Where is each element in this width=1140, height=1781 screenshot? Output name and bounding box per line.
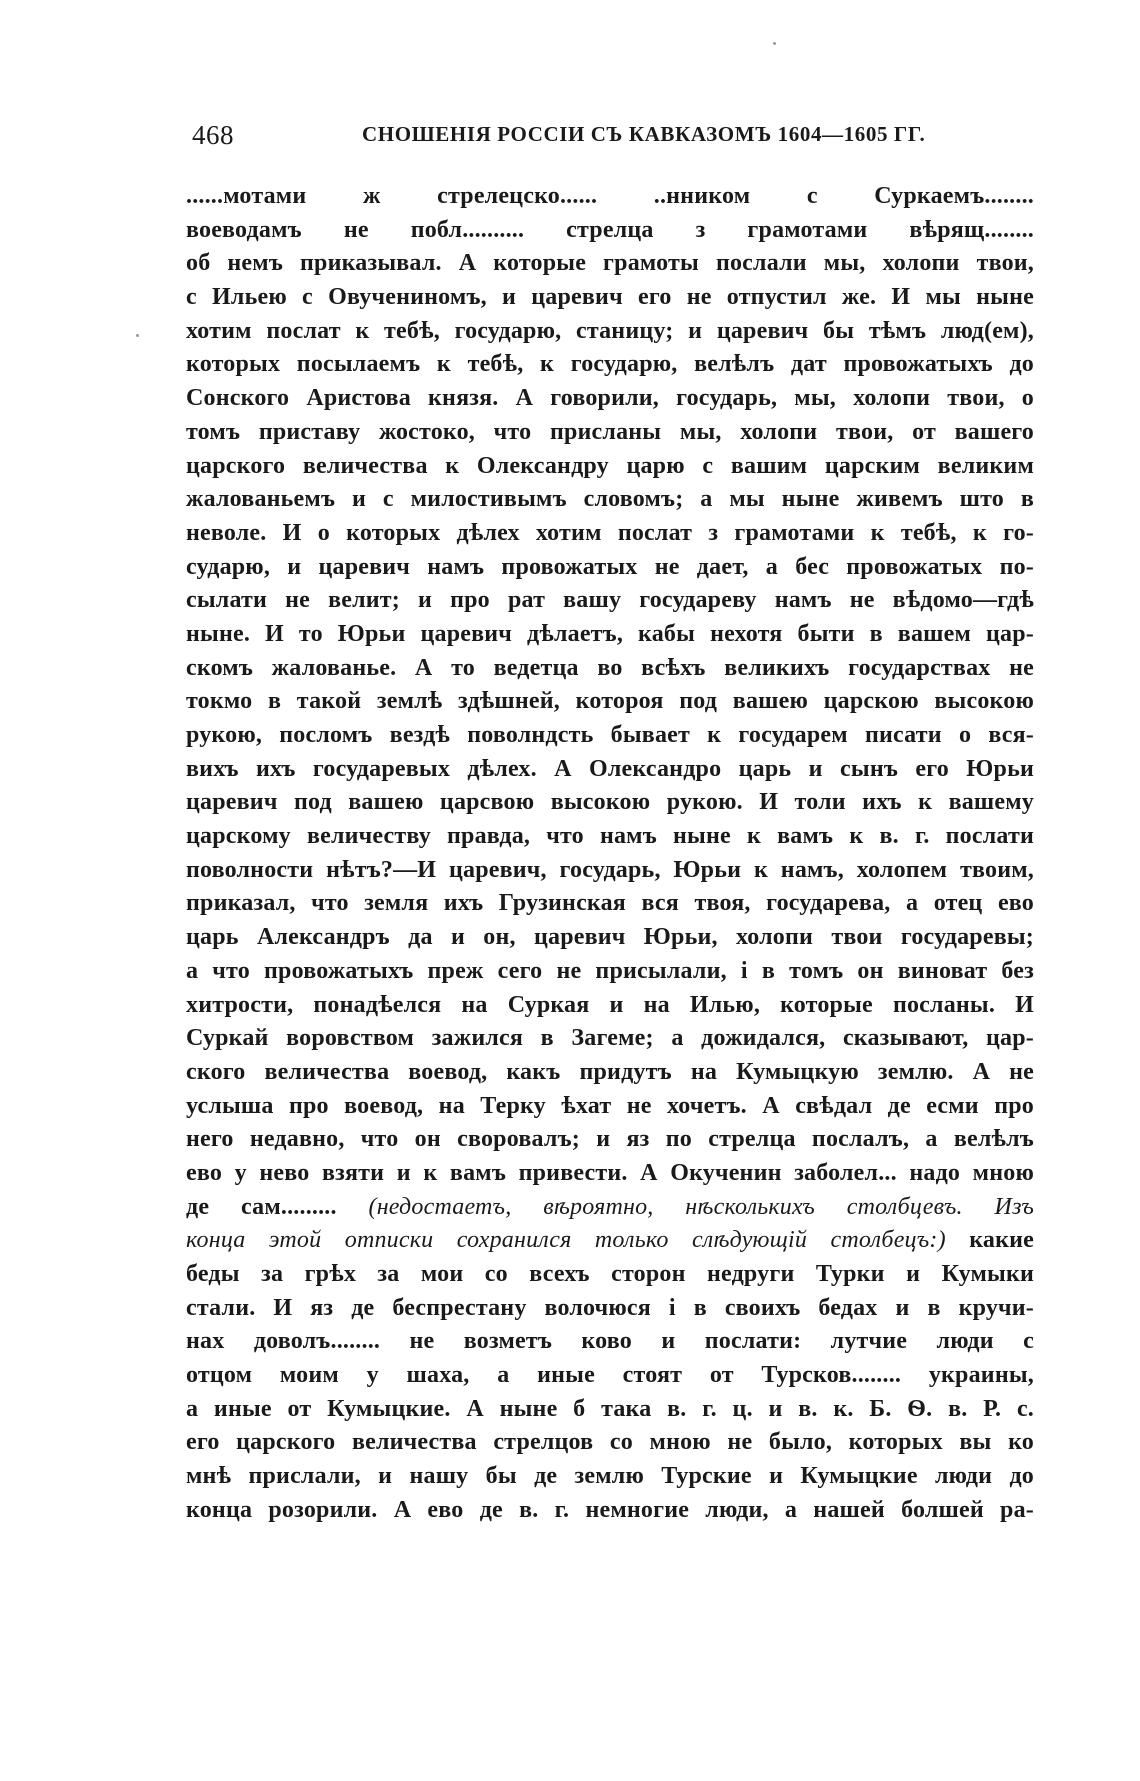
paper-speck [773,42,776,45]
running-title: СНОШЕНІЯ РОССІИ СЪ КАВКАЗОМЪ 1604—1605 ГГ. [362,122,926,146]
text-line: приказал, что земля ихъ Грузинская вся твоя, государева, а отец ево [186,890,1034,917]
text-line: воеводамъ не побл.......... стрелца з грамотами вѣрящ........ [186,216,1034,243]
text-line: вихъ ихъ государевых дѣлех. А Олександро царь и сынъ его Юрьи [186,755,1034,782]
text-line: Сонского Аристова князя. А говорили, государь, мы, холопи твои, о [186,385,1034,412]
text-line: царскому величеству правда, что намъ ныне к вамъ к в. г. послати [186,823,1034,850]
text-line: ......мотами ж стрелецско...... ..нником с Суркаемъ........ [186,183,1034,209]
text-line: ского величества воевод, какъ придутъ на Кумыцкую землю. А не [186,1058,1034,1085]
text-line: услыша про воевод, на Терку ѣхат не хочетъ. А свѣдал де есми про [186,1092,1034,1119]
text-line: царского величества к Олександру царю с вашим царским великим [186,452,1034,479]
text-line: а иные от Кумыцкие. А ныне б така в. г. ц. и в. к. Б. Ѳ. в. Р. с. [186,1395,1034,1422]
text-line: беды за грѣх за мои со всехъ сторон недруги Турки и Кумыки [186,1261,1034,1287]
text-line: хотим послат к тебѣ, государю, станицу; и царевич бы тѣмъ люд(ем), [186,317,1034,344]
text-line [186,1191,1034,1225]
text-line: отцом моим у шаха, а иные стоят от Турсков........ украины, [186,1362,1034,1389]
page-header [186,120,1038,160]
text-line: скомъ жалованье. А то ведетца во всѣхъ великихъ государствах не [186,654,1034,681]
text-line: об немъ приказывал. А которые грамоты послали мы, холопи твои, [186,250,1034,277]
text-line: неволе. И о которых дѣлех хотим послат з грамотами к тебѣ, к го- [186,519,1034,546]
text-line: жалованьемъ и с милостивымъ словомъ; а мы ныне живемъ што в [186,486,1034,513]
text-line: хитрости, понадѣелся на Суркая и на Илью, которые посланы. И [186,991,1034,1018]
page-number: 468 [192,120,234,150]
text-line: рукою, посломъ вездѣ поволндсть бывает к государем писати о вся- [186,722,1034,748]
text-line: нах доволъ........ не возметъ ково и послати: лутчие люди с [186,1328,1034,1355]
text-line: томъ приставу жостоко, что присланы мы, холопи твои, от вашего [186,418,1034,445]
text-line: которых посылаемъ к тебѣ, к государю, велѣлъ дат провожатыхъ до [186,351,1034,378]
text-line [186,1224,1034,1258]
editorial-note: (недостаетъ, вѣроятно, нѣсколькихъ столбцевъ. Изъ [368,1193,1034,1220]
text-line: поволности нѣтъ?—И царевич, государь, Юрьи к намъ, холопем твоим, [186,856,1034,883]
text-line: царевич под вашею царсвою высокою рукою. И толи ихъ к вашему [186,789,1034,816]
text-line: сударю, и царевич намъ провожатых не дает, а бес провожатых по- [186,553,1034,580]
text-line: мнѣ прислали, и нашу бы де землю Турские и Кумыцкие люди до [186,1463,1034,1490]
text-line: сылати не велит; и про рат вашу государеву намъ не вѣдомо—гдѣ [186,587,1034,614]
text-segment: какие [945,1227,1034,1254]
text-line: а что провожатыхъ преж сего не присылали, і в томъ он виноват без [186,957,1034,984]
text-line: токмо в такой землѣ здѣшней, котороя под вашею царскою высокою [186,688,1034,715]
text-line: Суркай воровством зажился в Загеме; а дожидался, сказывают, цар- [186,1025,1034,1052]
text-segment: де сам......... [186,1193,369,1220]
text-line: ныне. И то Юрьи царевич дѣлаетъ, кабы нехотя быти в вашем цар- [186,620,1034,647]
paper-speck [136,334,139,337]
text-line: стали. И яз де беспрестану волочюся і в своихъ бедах и в кручи- [186,1294,1034,1321]
text-line: его царского величества стрелцов со мною не было, которых вы ко [186,1429,1034,1456]
text-line: с Ильею с Овучениномъ, и царевич его не отпустил же. И мы ныне [186,284,1034,311]
text-line: царь Александръ да и он, царевич Юрьи, холопи твои государевы; [186,924,1034,951]
text-line: ево у нево взяти и к вамъ привести. А Окученин заболел... надо мною [186,1159,1034,1186]
text-line: конца розорили. А ево де в. г. немногие люди, а нашей болшей ра- [186,1496,1034,1523]
text-line: него недавно, что он своровалъ; и яз по стрелца послалъ, а велѣлъ [186,1126,1034,1153]
editorial-note: конца этой отписки сохранился только слѣдующій столбецъ:) [186,1227,946,1254]
body-text [186,180,1034,1528]
